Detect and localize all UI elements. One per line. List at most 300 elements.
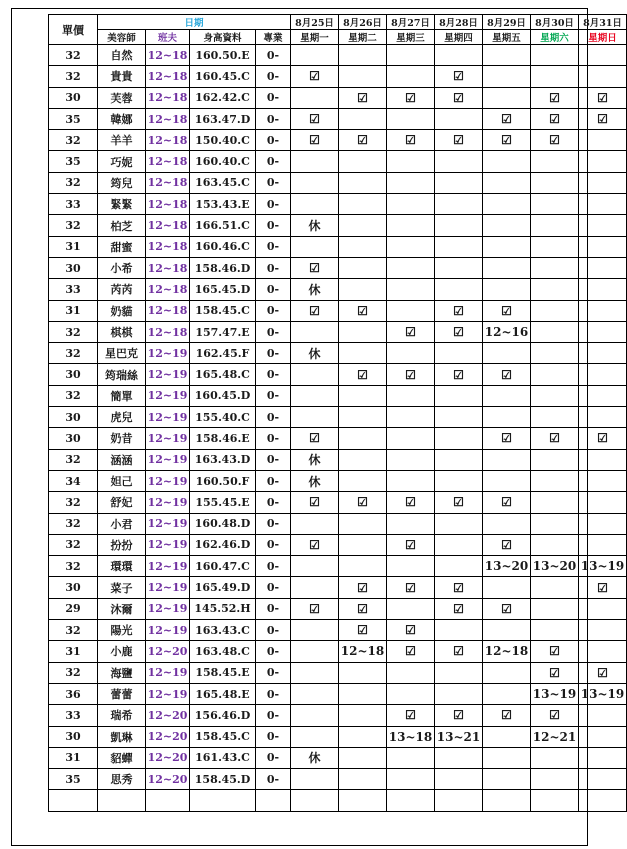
price-cell: 32: [49, 343, 98, 364]
schedule-cell: [435, 683, 483, 704]
schedule-cell: [339, 769, 387, 790]
table-row: [49, 683, 627, 704]
schedule-cell: [291, 151, 339, 172]
table-row: [49, 151, 627, 172]
specialty-cell: 0-: [256, 620, 291, 641]
schedule-cell: 休: [291, 279, 339, 300]
schedule-cell: [531, 769, 579, 790]
schedule-cell: [339, 194, 387, 215]
price-cell: 32: [49, 66, 98, 87]
price-cell: 32: [49, 172, 98, 193]
shift-cell: 12~19: [146, 556, 190, 577]
price-cell: 32: [49, 45, 98, 66]
body-data-cell: 157.47.E: [190, 321, 256, 342]
schedule-cell: ☑: [435, 130, 483, 151]
specialty-cell: 0-: [256, 108, 291, 129]
schedule-cell: ☑: [579, 108, 627, 129]
schedule-cell: ☑: [435, 66, 483, 87]
header-weekday: 星期三: [387, 30, 435, 45]
header-weekday-saturday: 星期六: [531, 30, 579, 45]
beautician-name: 妲己: [98, 470, 146, 491]
schedule-cell: ☑: [387, 364, 435, 385]
schedule-cell: [579, 236, 627, 257]
price-cell: 30: [49, 577, 98, 598]
schedule-cell: [483, 747, 531, 768]
schedule-cell: [339, 705, 387, 726]
price-cell: 36: [49, 683, 98, 704]
schedule-cell: [339, 172, 387, 193]
schedule-cell: ☑: [291, 428, 339, 449]
price-cell: 31: [49, 747, 98, 768]
body-data-cell: 163.45.C: [190, 172, 256, 193]
schedule-cell: [483, 66, 531, 87]
schedule-cell: [531, 45, 579, 66]
table-row: [49, 577, 627, 598]
header-weekday: 星期五: [483, 30, 531, 45]
schedule-cell: [579, 321, 627, 342]
schedule-cell: [435, 343, 483, 364]
specialty-cell: 0-: [256, 662, 291, 683]
body-data-cell: 158.46.E: [190, 428, 256, 449]
schedule-cell: ☑: [387, 641, 435, 662]
schedule-cell: [531, 385, 579, 406]
table-row: [49, 449, 627, 470]
schedule-cell: [483, 726, 531, 747]
shift-cell: 12~19: [146, 470, 190, 491]
specialty-cell: 0-: [256, 151, 291, 172]
specialty-cell: 0-: [256, 300, 291, 321]
beautician-name: 自然: [98, 45, 146, 66]
schedule-cell: ☑: [483, 300, 531, 321]
schedule-cell: [579, 385, 627, 406]
header-date-group: 日期: [98, 15, 291, 30]
schedule-cell: ☑: [579, 662, 627, 683]
schedule-cell: [339, 321, 387, 342]
schedule-cell: ☑: [435, 300, 483, 321]
table-row: [49, 534, 627, 555]
schedule-cell: [387, 556, 435, 577]
specialty-cell: 0-: [256, 577, 291, 598]
price-cell: 32: [49, 620, 98, 641]
body-data-cell: 160.45.D: [190, 385, 256, 406]
blank-cell: [49, 790, 98, 811]
schedule-cell: [339, 215, 387, 236]
beautician-name: 沐爾: [98, 598, 146, 619]
schedule-cell: ☑: [483, 705, 531, 726]
beautician-name: 簡單: [98, 385, 146, 406]
schedule-cell: ☑: [291, 257, 339, 278]
schedule-cell: [387, 236, 435, 257]
specialty-cell: 0-: [256, 428, 291, 449]
schedule-cell: [531, 151, 579, 172]
specialty-cell: 0-: [256, 172, 291, 193]
table-row: [49, 172, 627, 193]
table-row: [49, 45, 627, 66]
price-cell: 33: [49, 279, 98, 300]
schedule-cell: [339, 513, 387, 534]
body-data-cell: 160.45.C: [190, 66, 256, 87]
schedule-cell: [435, 236, 483, 257]
schedule-cell: [531, 66, 579, 87]
schedule-cell: [435, 428, 483, 449]
shift-cell: 12~19: [146, 343, 190, 364]
body-data-cell: 155.45.E: [190, 492, 256, 513]
schedule-cell: [483, 449, 531, 470]
schedule-cell: [339, 66, 387, 87]
specialty-cell: 0-: [256, 236, 291, 257]
schedule-cell: [435, 257, 483, 278]
schedule-cell: [291, 194, 339, 215]
schedule-cell: 13~18: [387, 726, 435, 747]
schedule-cell: [387, 172, 435, 193]
schedule-cell: [483, 343, 531, 364]
schedule-cell: [387, 343, 435, 364]
specialty-cell: 0-: [256, 769, 291, 790]
price-cell: 32: [49, 662, 98, 683]
schedule-cell: [531, 215, 579, 236]
schedule-cell: [531, 194, 579, 215]
table-row: [49, 257, 627, 278]
schedule-cell: [339, 449, 387, 470]
beautician-name: 舒妃: [98, 492, 146, 513]
blank-cell: [291, 790, 339, 811]
body-data-cell: 160.46.C: [190, 236, 256, 257]
body-data-cell: 162.46.D: [190, 534, 256, 555]
specialty-cell: 0-: [256, 257, 291, 278]
schedule-cell: [483, 683, 531, 704]
schedule-cell: [291, 45, 339, 66]
schedule-cell: [291, 641, 339, 662]
schedule-cell: [483, 151, 531, 172]
schedule-cell: [483, 620, 531, 641]
beautician-name: 星巴克: [98, 343, 146, 364]
body-data-cell: 155.40.C: [190, 407, 256, 428]
schedule-cell: [387, 108, 435, 129]
schedule-cell: [339, 343, 387, 364]
schedule-cell: [531, 449, 579, 470]
schedule-cell: ☑: [483, 364, 531, 385]
body-data-cell: 158.45.E: [190, 662, 256, 683]
schedule-cell: ☑: [291, 108, 339, 129]
beautician-name: 小鹿: [98, 641, 146, 662]
schedule-cell: [291, 683, 339, 704]
schedule-cell: [435, 513, 483, 534]
blank-cell: [579, 790, 627, 811]
schedule-cell: [291, 556, 339, 577]
schedule-cell: ☑: [387, 130, 435, 151]
table-row: [49, 194, 627, 215]
body-data-cell: 165.48.E: [190, 683, 256, 704]
beautician-name: 海鹽: [98, 662, 146, 683]
schedule-cell: [291, 705, 339, 726]
schedule-cell: [339, 470, 387, 491]
schedule-cell: ☑: [483, 108, 531, 129]
beautician-name: 柏芝: [98, 215, 146, 236]
table-row: [49, 470, 627, 491]
table-row: [49, 300, 627, 321]
schedule-cell: [291, 662, 339, 683]
schedule-cell: [387, 407, 435, 428]
schedule-cell: [531, 492, 579, 513]
beautician-name: 菜子: [98, 577, 146, 598]
body-data-cell: 165.48.C: [190, 364, 256, 385]
schedule-cell: [579, 66, 627, 87]
beautician-name: 貂蟬: [98, 747, 146, 768]
header-price: 單價: [49, 15, 98, 45]
schedule-cell: ☑: [483, 598, 531, 619]
schedule-cell: [435, 151, 483, 172]
schedule-cell: ☑: [387, 705, 435, 726]
shift-cell: 12~20: [146, 747, 190, 768]
shift-cell: 12~20: [146, 769, 190, 790]
header-date: 8月27日: [387, 15, 435, 30]
schedule-cell: ☑: [531, 705, 579, 726]
schedule-cell: ☑: [531, 87, 579, 108]
schedule-cell: [291, 577, 339, 598]
schedule-cell: ☑: [387, 577, 435, 598]
blank-cell: [483, 790, 531, 811]
schedule-cell: [387, 151, 435, 172]
schedule-cell: [339, 428, 387, 449]
price-cell: 32: [49, 385, 98, 406]
schedule-cell: ☑: [387, 620, 435, 641]
schedule-cell: [579, 407, 627, 428]
schedule-cell: 13~19: [579, 683, 627, 704]
table-row: [49, 492, 627, 513]
price-cell: 32: [49, 130, 98, 151]
beautician-name: 芙蓉: [98, 87, 146, 108]
header-date: 8月30日: [531, 15, 579, 30]
price-cell: 31: [49, 641, 98, 662]
schedule-cell: ☑: [531, 662, 579, 683]
beautician-name: 奶貓: [98, 300, 146, 321]
shift-cell: 12~18: [146, 87, 190, 108]
table-row: [49, 769, 627, 790]
table-row: [49, 428, 627, 449]
price-cell: 32: [49, 534, 98, 555]
specialty-cell: 0-: [256, 215, 291, 236]
header-row-1: [49, 15, 627, 30]
schedule-cell: [339, 279, 387, 300]
beautician-name: 虎兒: [98, 407, 146, 428]
blank-cell: [435, 790, 483, 811]
schedule-cell: ☑: [339, 577, 387, 598]
body-data-cell: 165.45.D: [190, 279, 256, 300]
schedule-cell: [531, 364, 579, 385]
schedule-cell: ☑: [339, 492, 387, 513]
schedule-cell: [435, 407, 483, 428]
schedule-cell: [291, 87, 339, 108]
schedule-cell: [579, 130, 627, 151]
body-data-cell: 160.50.F: [190, 470, 256, 491]
body-data-cell: 163.43.D: [190, 449, 256, 470]
beautician-name: 甜蜜: [98, 236, 146, 257]
price-cell: 34: [49, 470, 98, 491]
specialty-cell: 0-: [256, 407, 291, 428]
schedule-cell: [291, 236, 339, 257]
schedule-cell: [435, 194, 483, 215]
schedule-cell: [579, 449, 627, 470]
schedule-cell: [435, 449, 483, 470]
schedule-cell: ☑: [291, 300, 339, 321]
schedule-cell: [483, 215, 531, 236]
schedule-cell: ☑: [435, 492, 483, 513]
schedule-cell: [579, 641, 627, 662]
schedule-cell: [387, 428, 435, 449]
body-data-cell: 158.45.C: [190, 300, 256, 321]
body-data-cell: 162.45.F: [190, 343, 256, 364]
schedule-cell: 12~16: [483, 321, 531, 342]
beautician-name: 棋棋: [98, 321, 146, 342]
schedule-cell: [387, 66, 435, 87]
schedule-cell: [579, 534, 627, 555]
body-data-cell: 153.43.E: [190, 194, 256, 215]
shift-cell: 12~19: [146, 662, 190, 683]
schedule-cell: ☑: [579, 428, 627, 449]
schedule-cell: ☑: [387, 492, 435, 513]
specialty-cell: 0-: [256, 556, 291, 577]
schedule-cell: [579, 279, 627, 300]
beautician-name: 緊緊: [98, 194, 146, 215]
table-row: [49, 321, 627, 342]
schedule-cell: ☑: [579, 577, 627, 598]
schedule-cell: [339, 257, 387, 278]
schedule-cell: [291, 769, 339, 790]
schedule-cell: [483, 470, 531, 491]
schedule-cell: [483, 279, 531, 300]
header-date: 8月31日: [579, 15, 627, 30]
price-cell: 32: [49, 321, 98, 342]
table-row: [49, 215, 627, 236]
schedule-sheet: [11, 8, 625, 846]
schedule-cell: [579, 45, 627, 66]
body-data-cell: 156.46.D: [190, 705, 256, 726]
beautician-name: 凱琳: [98, 726, 146, 747]
beautician-name: 筠瑞絲: [98, 364, 146, 385]
schedule-cell: [531, 236, 579, 257]
price-cell: 33: [49, 194, 98, 215]
schedule-cell: [435, 172, 483, 193]
schedule-cell: [579, 343, 627, 364]
blank-cell: [146, 790, 190, 811]
header-weekday-sunday: 星期日: [579, 30, 627, 45]
schedule-cell: ☑: [291, 130, 339, 151]
shift-cell: 12~18: [146, 130, 190, 151]
schedule-cell: [579, 726, 627, 747]
schedule-cell: [435, 769, 483, 790]
shift-cell: 12~18: [146, 300, 190, 321]
schedule-cell: [531, 407, 579, 428]
schedule-cell: [291, 726, 339, 747]
header-specialty: 專業: [256, 30, 291, 45]
table-row: [49, 236, 627, 257]
price-cell: 30: [49, 428, 98, 449]
price-cell: 31: [49, 300, 98, 321]
price-cell: 32: [49, 449, 98, 470]
schedule-cell: [531, 257, 579, 278]
specialty-cell: 0-: [256, 343, 291, 364]
schedule-cell: [387, 513, 435, 534]
schedule-cell: [531, 172, 579, 193]
schedule-cell: [291, 513, 339, 534]
body-data-cell: 160.48.D: [190, 513, 256, 534]
price-cell: 30: [49, 726, 98, 747]
specialty-cell: 0-: [256, 279, 291, 300]
schedule-cell: [579, 705, 627, 726]
header-weekday: 星期一: [291, 30, 339, 45]
table-row: [49, 130, 627, 151]
schedule-cell: [339, 662, 387, 683]
schedule-cell: [531, 747, 579, 768]
schedule-cell: ☑: [435, 321, 483, 342]
schedule-cell: ☑: [435, 598, 483, 619]
schedule-cell: [339, 556, 387, 577]
price-cell: 29: [49, 598, 98, 619]
header-weekday: 星期二: [339, 30, 387, 45]
schedule-cell: ☑: [579, 87, 627, 108]
schedule-cell: ☑: [435, 577, 483, 598]
schedule-cell: [483, 172, 531, 193]
shift-cell: 12~19: [146, 620, 190, 641]
table-row: [49, 641, 627, 662]
schedule-cell: ☑: [435, 364, 483, 385]
shift-cell: 12~19: [146, 577, 190, 598]
schedule-cell: ☑: [531, 428, 579, 449]
schedule-cell: 13~20: [483, 556, 531, 577]
schedule-cell: 13~20: [531, 556, 579, 577]
beautician-name: 陽光: [98, 620, 146, 641]
blank-cell: [190, 790, 256, 811]
schedule-cell: [291, 620, 339, 641]
body-data-cell: 160.50.E: [190, 45, 256, 66]
schedule-cell: [387, 747, 435, 768]
schedule-cell: [387, 662, 435, 683]
schedule-table: [48, 14, 627, 812]
schedule-cell: ☑: [339, 130, 387, 151]
schedule-cell: [579, 257, 627, 278]
specialty-cell: 0-: [256, 470, 291, 491]
schedule-cell: 12~18: [483, 641, 531, 662]
beautician-name: 思秀: [98, 769, 146, 790]
schedule-cell: ☑: [339, 364, 387, 385]
schedule-cell: [291, 364, 339, 385]
schedule-cell: [579, 513, 627, 534]
blank-cell: [387, 790, 435, 811]
schedule-cell: 休: [291, 747, 339, 768]
price-cell: 32: [49, 556, 98, 577]
specialty-cell: 0-: [256, 66, 291, 87]
schedule-cell: 13~19: [579, 556, 627, 577]
schedule-cell: [531, 513, 579, 534]
schedule-cell: ☑: [291, 534, 339, 555]
schedule-cell: [483, 45, 531, 66]
schedule-cell: [435, 662, 483, 683]
specialty-cell: 0-: [256, 705, 291, 726]
shift-cell: 12~19: [146, 492, 190, 513]
shift-cell: 12~19: [146, 598, 190, 619]
body-data-cell: 158.45.C: [190, 726, 256, 747]
schedule-cell: [579, 747, 627, 768]
schedule-cell: [339, 747, 387, 768]
body-data-cell: 163.48.C: [190, 641, 256, 662]
schedule-cell: ☑: [387, 534, 435, 555]
shift-cell: 12~18: [146, 172, 190, 193]
beautician-name: 涵涵: [98, 449, 146, 470]
schedule-cell: [387, 215, 435, 236]
beautician-name: 貴貴: [98, 66, 146, 87]
shift-cell: 12~18: [146, 194, 190, 215]
beautician-name: 芮芮: [98, 279, 146, 300]
